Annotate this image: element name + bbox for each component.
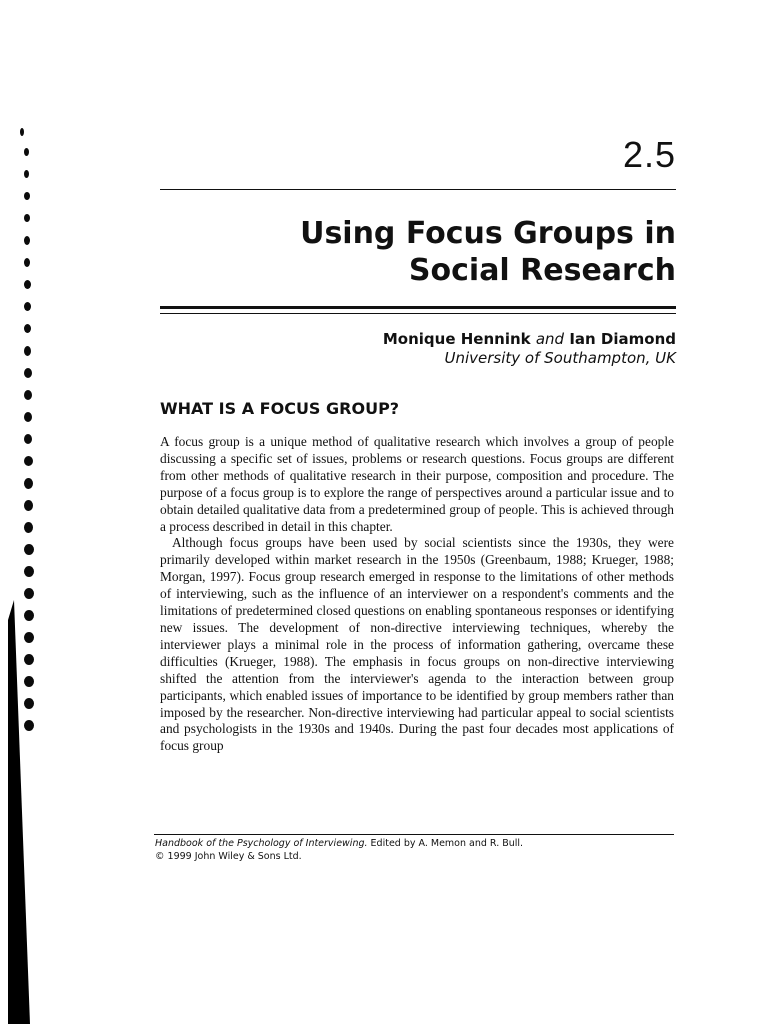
footnote-rule [154, 834, 674, 835]
author-affiliation: University of Southampton, UK [444, 349, 676, 367]
title-bottom-rule-thick [160, 306, 676, 309]
paragraph-2: Although focus groups have been used by social scientists since the 1930s, they were primarily developed within market research in the 1950s (Greenbaum, 1988; Krueger, 1988; Morgan, 1997). Focus group research emerged in response to the limitations of other methods of interviewing, such as the influence of an interviewer on a respondent's comments and the limitations of predetermined closed questions on enabling spontaneous responses or identifying new issues. The development of non-directive interviewing techniques, whereby the interviewer plays a minimal role in the process of information gathering, overcame these difficulties (Krueger, 1988). The emphasis in focus groups on non-directive interviewing shifted the attention from the interviewer's agenda to the interaction between group participants, which enabled issues of importance to be identified by group members rather than imposed by the researcher. Non-directive interviewing had particular appeal to social scientists and psychologists in the 1930s and 1940s. During the past four decades most applications of focus group [160, 535, 674, 754]
footnote-editors: Edited by A. Memon and R. Bull. [367, 838, 524, 849]
author-2: Ian Diamond [569, 330, 676, 348]
paragraph-1: A focus group is a unique method of qualitative research which involves a group of people discussing a specific set of issues, problems or research questions. Focus groups are different from other methods of qualitative research in their purpose, composition and procedure. The purpose of a focus group is to explore the range of perspectives around a particular issue and to obtain detailed qualitative data from a predetermined group of people. This is achieved through a process described in detail in this chapter. [160, 434, 674, 534]
body-text [160, 434, 674, 755]
author-1: Monique Hennink [382, 330, 531, 348]
title-top-rule [160, 189, 676, 190]
page-edge-shadow [0, 600, 40, 1024]
section-heading: WHAT IS A FOCUS GROUP? [160, 399, 400, 418]
author-conjunction: and [535, 330, 565, 348]
footnote-copyright: © 1999 John Wiley & Sons Ltd. [155, 851, 302, 862]
chapter-title [250, 215, 676, 289]
footnote-citation [155, 837, 675, 850]
footnote [155, 837, 675, 863]
author-names [300, 330, 676, 349]
author-block [300, 330, 676, 368]
footnote-book-title: Handbook of the Psychology of Interviewing. [155, 838, 368, 849]
title-line-1: Using Focus Groups in [300, 216, 676, 251]
title-line-2: Social Research [408, 253, 676, 288]
chapter-number: 2.5 [622, 134, 676, 175]
title-bottom-rule-thin [160, 313, 676, 314]
